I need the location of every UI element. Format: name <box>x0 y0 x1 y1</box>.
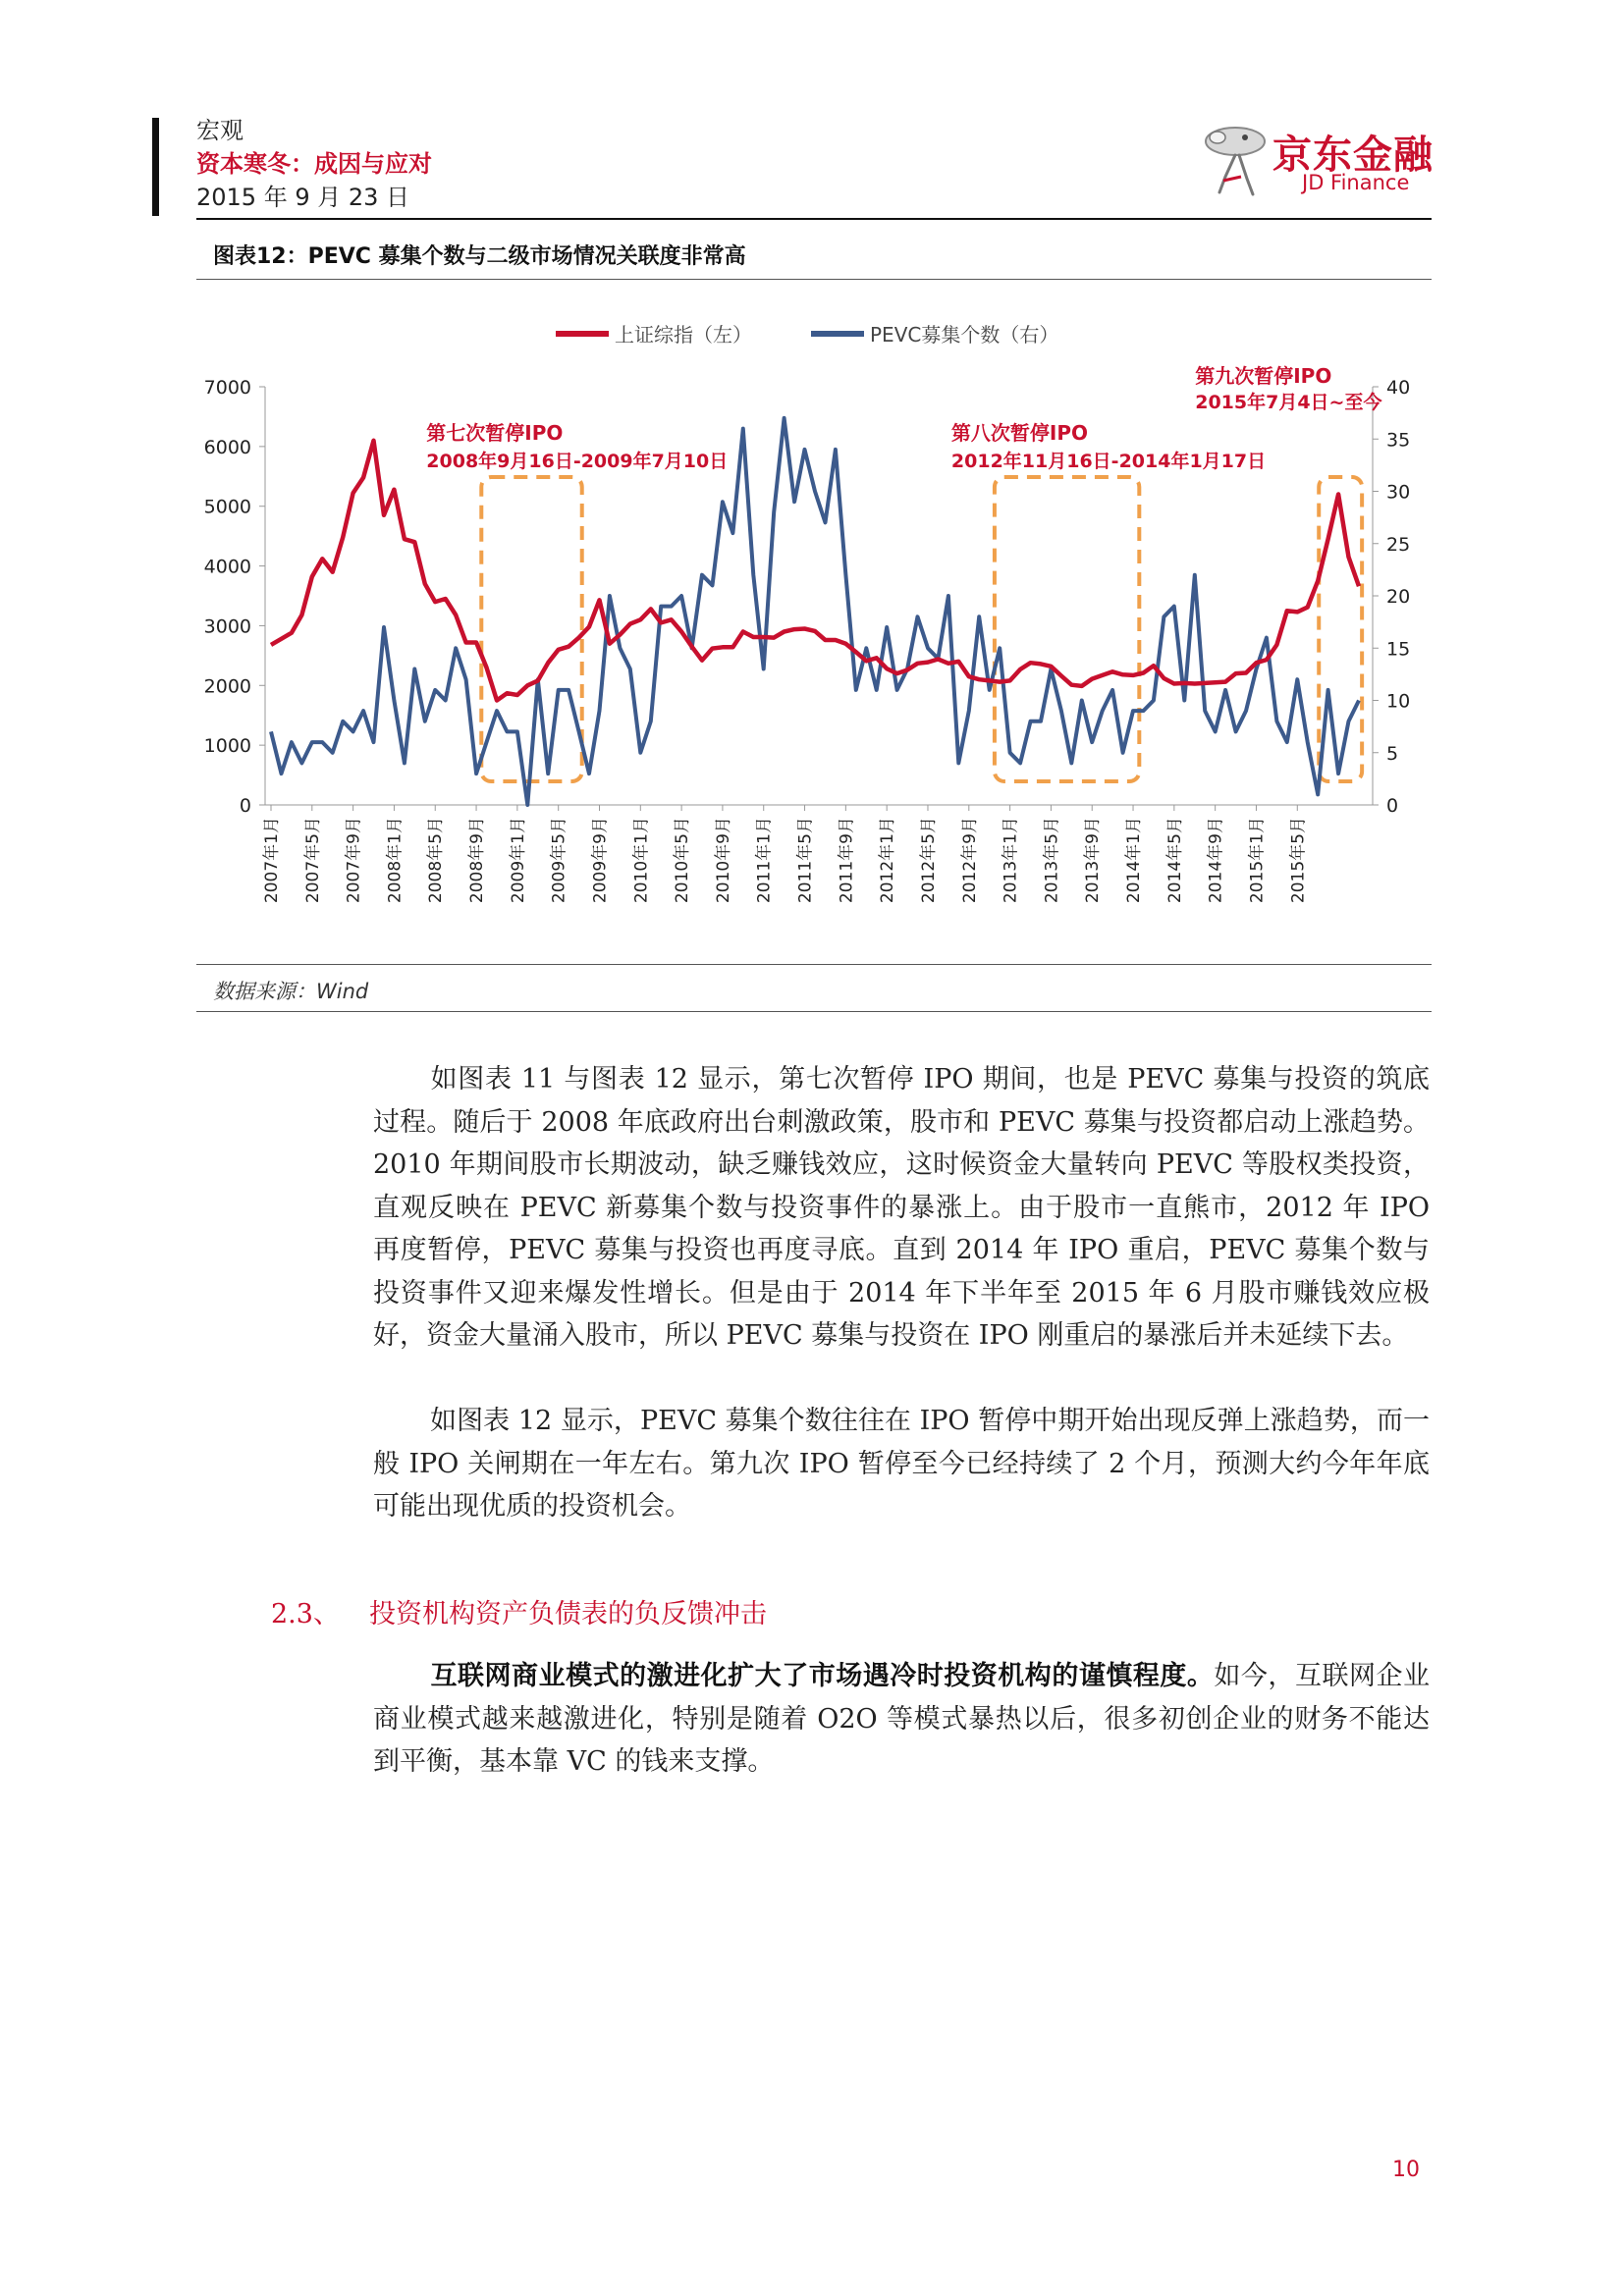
figure-divider-source <box>196 1011 1432 1012</box>
x-tick-label: 2014年9月 <box>1206 817 1226 904</box>
logo-text-cn: 京东金融 <box>1272 133 1434 178</box>
jd-finance-logo <box>1196 116 1451 204</box>
right-tick-label: 0 <box>1386 795 1399 817</box>
x-tick-label: 2007年9月 <box>344 817 364 904</box>
x-tick-label: 2012年9月 <box>959 817 980 904</box>
x-tick-label: 2012年5月 <box>918 817 939 904</box>
legend-label-index: 上证综指（左） <box>615 323 752 347</box>
left-tick-label: 7000 <box>203 377 251 399</box>
ipo-pause-range: 2015年7月4日~至今 <box>1195 392 1382 413</box>
right-tick-label: 30 <box>1386 481 1411 504</box>
x-tick-label: 2015年5月 <box>1288 817 1309 904</box>
page-number: 10 <box>1392 2158 1420 2182</box>
left-tick-label: 6000 <box>203 436 251 458</box>
ipo-pause-range: 2008年9月16日-2009年7月10日 <box>426 451 729 472</box>
right-tick-label: 20 <box>1386 586 1411 608</box>
ipo-pause-range: 2012年11月16日-2014年1月17日 <box>950 451 1267 472</box>
header-divider <box>196 218 1432 220</box>
right-tick-label: 15 <box>1386 638 1411 661</box>
x-tick-label: 2011年1月 <box>754 817 775 904</box>
left-tick-label: 2000 <box>203 675 251 698</box>
right-tick-label: 10 <box>1386 690 1411 713</box>
x-tick-label: 2008年9月 <box>467 817 488 904</box>
left-tick-label: 3000 <box>203 615 251 638</box>
left-tick-label: 5000 <box>203 496 251 518</box>
paragraph-ipo-forecast <box>373 1400 1430 1528</box>
figure-divider-bottom <box>196 964 1432 965</box>
figure-source: 数据来源：Wind <box>213 980 369 1003</box>
paragraph-ipo-analysis <box>373 1058 1430 1358</box>
paragraph-text: 如图表 11 与图表 12 显示，第七次暂停 IPO 期间，也是 PEVC 募集与投资的筑底过程。随后于 2008 年底政府出台刺激政策，股市和 PEVC 募集与投资都启动上涨趋势。2010 年期间股市长期波动，缺乏赚钱效应，这时候资金大量转向 PEVC 等股权类投资，直观反映在 PEVC 新募集个数与投资事件的暴涨上。由于股市一直熊市，2012 年 IPO 再度暂停，PEVC 募集与投资也再度寻底。直到 2014 年 IPO 重启，PEVC 募集个数与投资事件又迎来爆发性增长。但是由于 2014 年下半年至 2015 年 6 月股市赚钱效应极好，资金大量涌入股市，所以 PEVC 募集与投资在 IPO 刚重启的暴涨后并未延续下去。 <box>373 1064 1430 1351</box>
x-tick-label: 2014年1月 <box>1124 817 1145 904</box>
section-heading <box>271 1592 767 1630</box>
header-report-title: 资本寒冬：成因与应对 <box>196 150 432 178</box>
x-tick-label: 2015年1月 <box>1247 817 1268 904</box>
x-tick-label: 2013年9月 <box>1083 817 1104 904</box>
section-number: 2.3、 <box>271 1599 340 1629</box>
shanghai-index-line <box>271 441 1359 701</box>
right-tick-label: 25 <box>1386 533 1411 556</box>
x-tick-label: 2010年5月 <box>673 817 693 904</box>
x-tick-label: 2011年5月 <box>795 817 816 904</box>
pevc-vs-index-chart <box>196 294 1432 962</box>
dog-mascot-icon <box>1196 116 1274 196</box>
x-tick-label: 2012年1月 <box>878 817 898 904</box>
ipo-pause-label: 第八次暂停IPO <box>950 421 1089 445</box>
paragraph-text: 如今，互联网企业商业模式越来越激进化，特别是随着 O2O 等模式暴热以后，很多初创企业的财务不能达到平衡，基本靠 VC 的钱来支撑。 <box>373 1661 1431 1777</box>
header-date: 2015 年 9 月 23 日 <box>196 184 410 211</box>
paragraph-text: 如图表 12 显示，PEVC 募集个数往往在 IPO 暂停中期开始出现反弹上涨趋势，而一般 IPO 关闸期在一年左右。第九次 IPO 暂停至今已经持续了 2 个月，预测大约今年年底可能出现优质的投资机会。 <box>373 1406 1430 1522</box>
x-tick-label: 2007年5月 <box>302 817 323 904</box>
x-tick-label: 2010年1月 <box>631 817 652 904</box>
figure-title: 图表12：PEVC 募集个数与二级市场情况关联度非常高 <box>213 244 746 269</box>
section-title: 投资机构资产负债表的负反馈冲击 <box>369 1599 767 1629</box>
legend-label-pevc: PEVC募集个数（右） <box>870 323 1059 347</box>
ipo-pause-label: 第九次暂停IPO <box>1195 364 1332 388</box>
right-tick-label: 35 <box>1386 429 1411 452</box>
pevc-count-line <box>271 418 1359 805</box>
x-tick-label: 2009年9月 <box>590 817 611 904</box>
x-tick-label: 2013年1月 <box>1001 817 1021 904</box>
x-tick-label: 2007年1月 <box>262 817 282 904</box>
left-tick-label: 1000 <box>203 735 251 758</box>
x-tick-label: 2008年5月 <box>426 817 447 904</box>
paragraph-internet-models <box>373 1655 1430 1784</box>
x-tick-label: 2009年1月 <box>508 817 528 904</box>
logo-text-en: JD Finance <box>1302 171 1410 194</box>
x-tick-label: 2008年1月 <box>385 817 406 904</box>
header-category: 宏观 <box>196 117 244 144</box>
left-tick-label: 4000 <box>203 556 251 578</box>
ipo-pause-annotations <box>426 364 1381 472</box>
left-tick-label: 0 <box>239 795 251 817</box>
paragraph-lead-bold: 互联网商业模式的激进化扩大了市场遇冷时投资机构的谨慎程度。 <box>430 1661 1215 1691</box>
figure-divider-top <box>196 279 1432 280</box>
ipo-pause-label: 第七次暂停IPO <box>426 421 564 445</box>
x-tick-label: 2010年9月 <box>713 817 733 904</box>
right-tick-label: 40 <box>1386 377 1411 399</box>
chart-series <box>271 418 1359 805</box>
x-tick-label: 2009年5月 <box>549 817 569 904</box>
x-tick-label: 2011年9月 <box>837 817 857 904</box>
chart-legend <box>556 323 1058 347</box>
right-tick-label: 5 <box>1386 742 1399 765</box>
header-accent-bar <box>152 118 159 216</box>
x-tick-label: 2014年5月 <box>1164 817 1185 904</box>
x-tick-label: 2013年5月 <box>1042 817 1062 904</box>
